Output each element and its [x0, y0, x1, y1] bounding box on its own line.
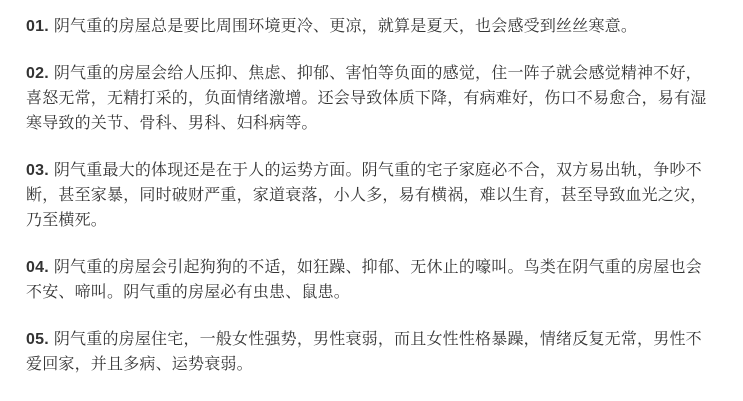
paragraph-04-text: 阴气重的房屋会引起狗狗的不适，如狂躁、抑郁、无休止的嚎叫。鸟类在阴气重的房屋也会不安、啼叫。阴气重的房屋必有虫患、鼠患。 — [26, 259, 702, 301]
paragraph-05-number: 05. — [26, 331, 49, 348]
paragraph-03-text: 阴气重最大的体现还是在于人的运势方面。阴气重的宅子家庭必不合，双方易出轨，争吵不断，甚至家暴，同时破财严重，家道衰落，小人多，易有横祸，难以生育，甚至导致血光之灾，乃至横死。 — [26, 162, 707, 229]
paragraph-03-number: 03. — [26, 162, 49, 179]
paragraph-05-text: 阴气重的房屋住宅，一般女性强势，男性衰弱，而且女性性格暴躁，情绪反复无常，男性不爱回家，并且多病、运势衰弱。 — [26, 331, 702, 373]
paragraph-03 — [26, 158, 712, 233]
paragraph-04-number: 04. — [26, 259, 49, 276]
paragraph-01-text: 阴气重的房屋总是要比周围环境更冷、更凉，就算是夏天，也会感受到丝丝寒意。 — [53, 18, 638, 35]
paragraph-05 — [26, 327, 712, 377]
paragraph-02-text: 阴气重的房屋会给人压抑、焦虑、抑郁、害怕等负面的感觉，住一阵子就会感觉精神不好，喜怒无常，无精打采的，负面情绪激增。还会导致体质下降，有病难好，伤口不易愈合，易有湿寒导致的关节、骨科、男科、妇科病等。 — [26, 65, 707, 132]
paragraph-04 — [26, 255, 712, 305]
paragraph-01-number: 01. — [26, 18, 49, 35]
paragraph-02-number: 02. — [26, 65, 49, 82]
paragraph-02 — [26, 61, 712, 136]
paragraph-01 — [26, 14, 712, 39]
